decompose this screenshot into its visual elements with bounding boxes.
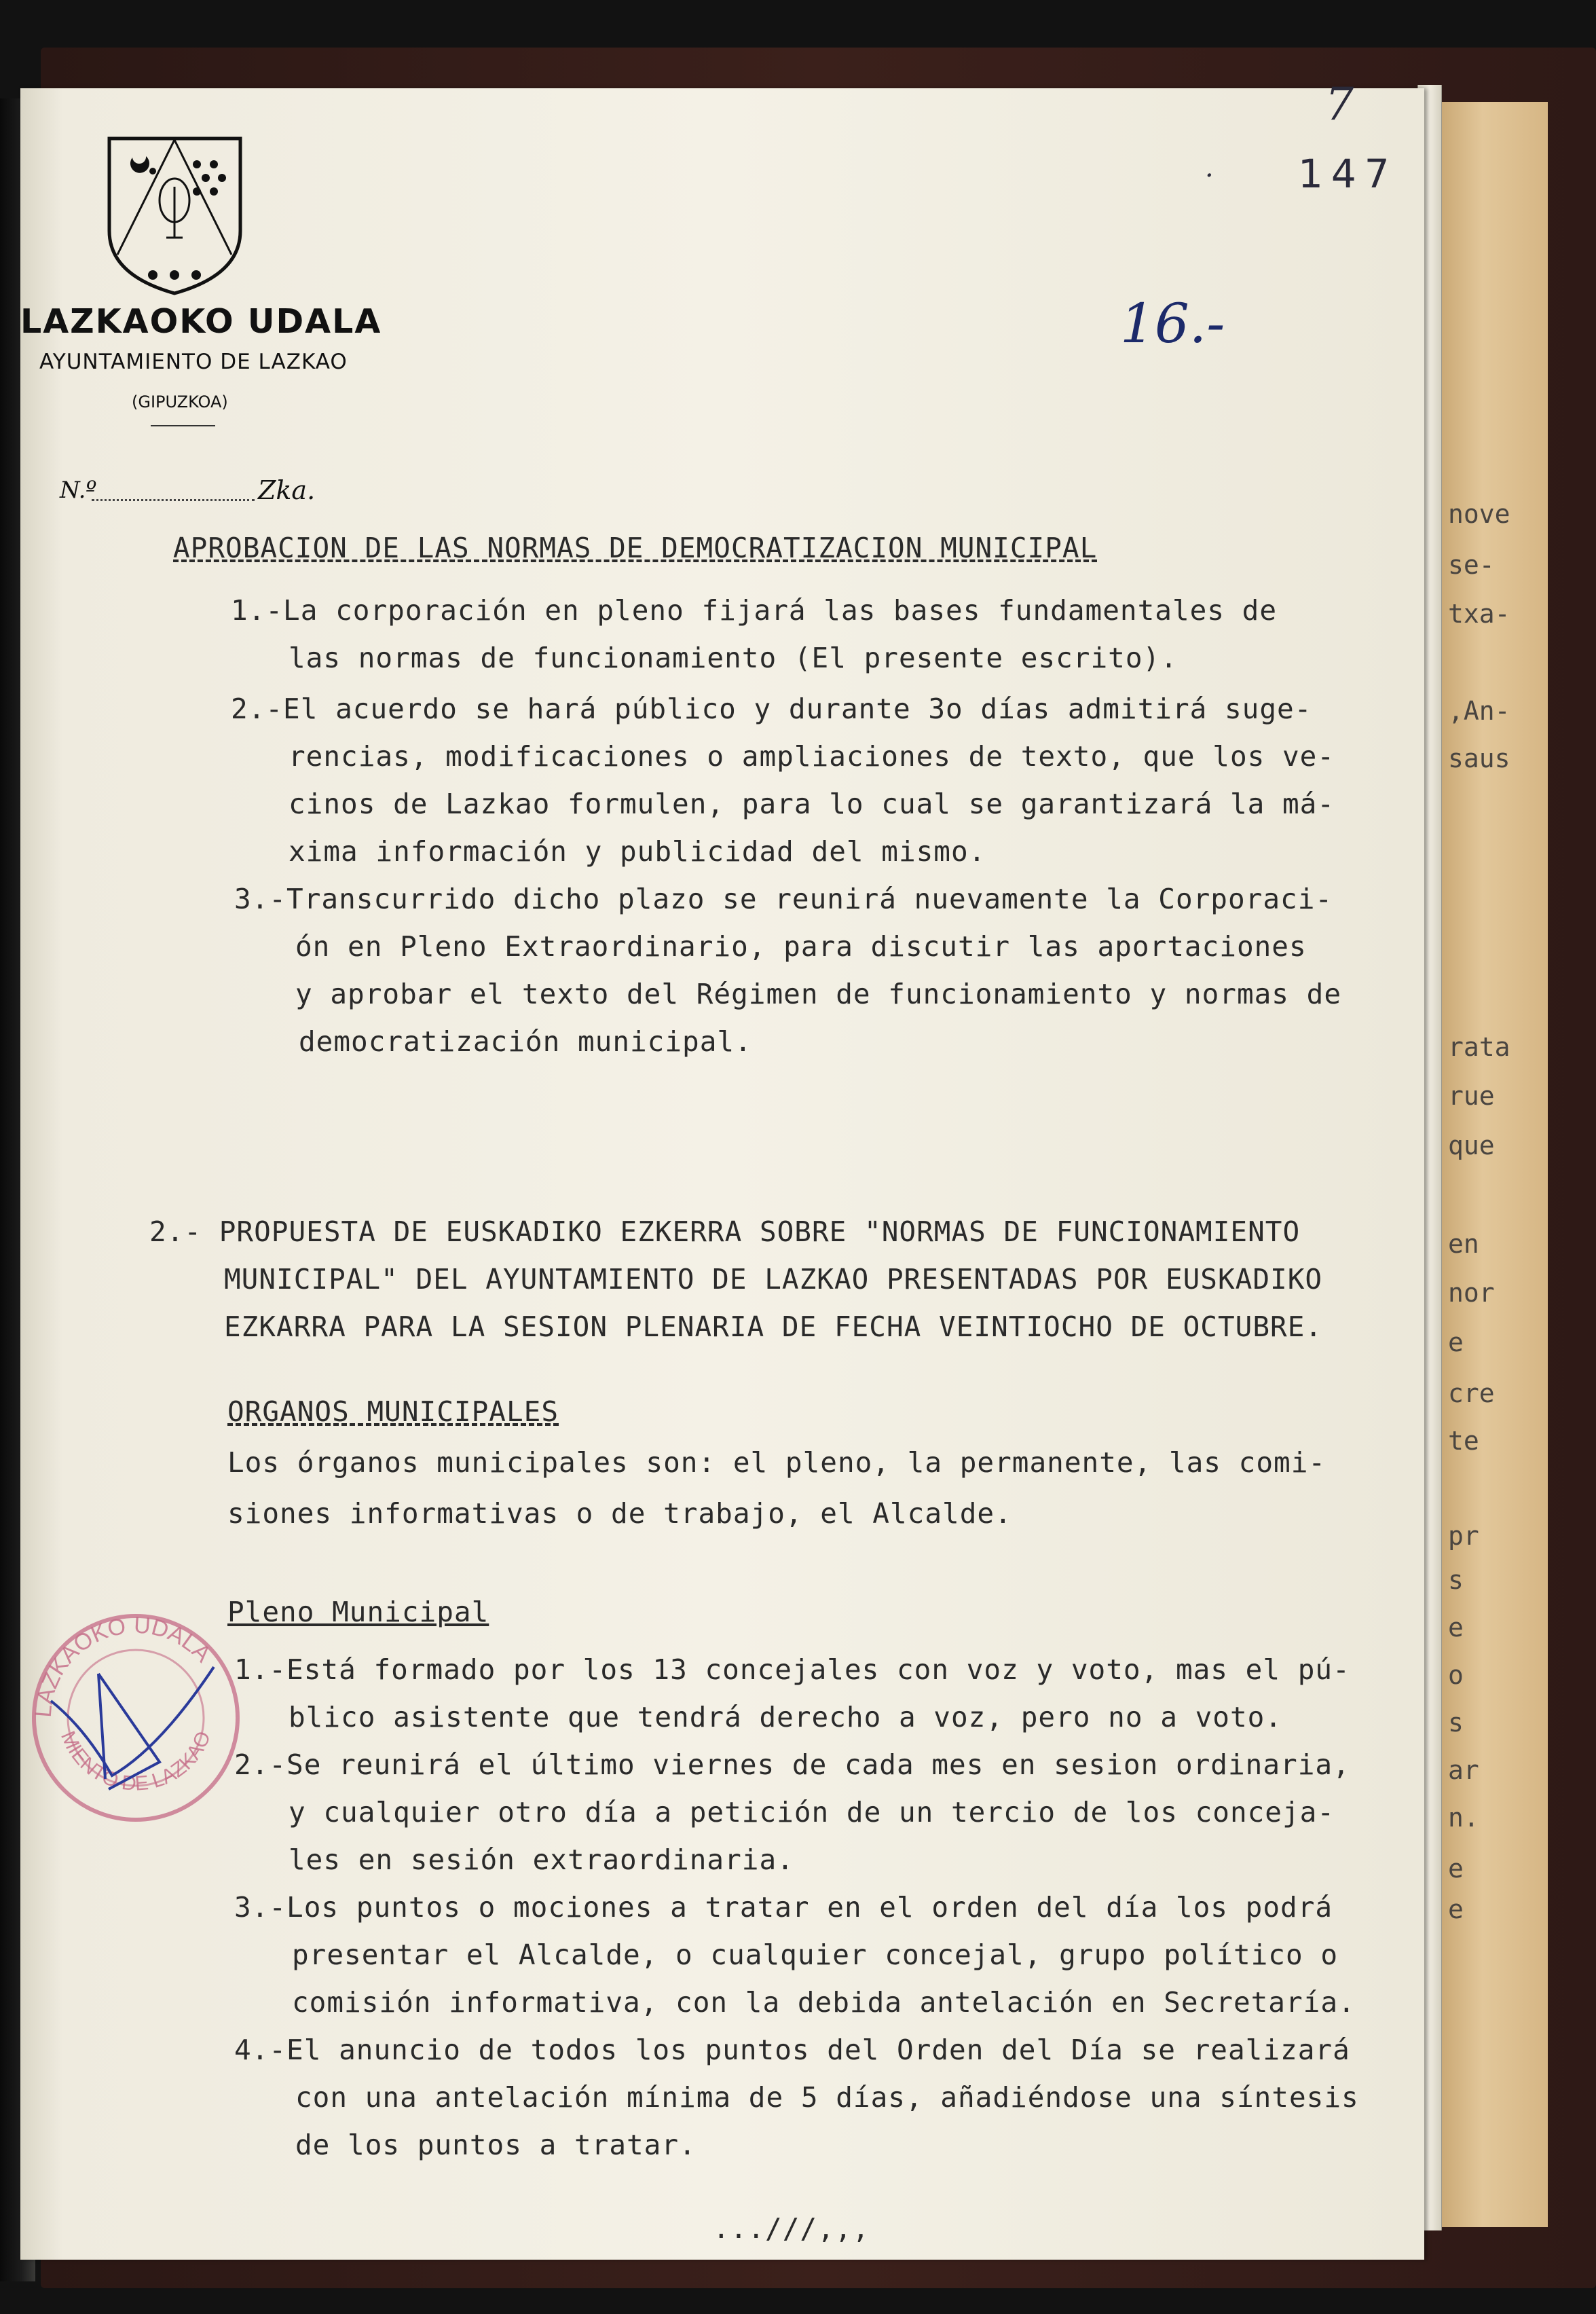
- bleed-fragment: rata: [1448, 1032, 1510, 1062]
- pleno-line: 1.-Está formado por los 13 concejales con voz y voto, mas el pú-: [234, 1653, 1350, 1686]
- bleed-fragment: n.: [1448, 1803, 1479, 1833]
- handwritten-item-number: 16.-: [1120, 292, 1225, 355]
- pleno-line: y cualquier otro día a petición de un tercio de los conceja-: [289, 1796, 1335, 1829]
- bleed-fragment: e: [1448, 1613, 1464, 1642]
- pleno-line: 2.-Se reunirá el último viernes de cada mes en sesion ordinaria,: [234, 1748, 1350, 1781]
- section1-line: 1.-La corporación en pleno fijará las bases fundamentales de: [231, 594, 1278, 627]
- organos-line: siones informativas o de trabajo, el Alcalde.: [227, 1497, 1012, 1530]
- pleno-line: 3.-Los puntos o mociones a tratar en el orden del día los podrá: [234, 1891, 1333, 1924]
- section1-line: democratización municipal.: [299, 1025, 752, 1058]
- document-page: [20, 88, 1424, 2260]
- bleed-fragment: e: [1448, 1894, 1464, 1924]
- bleed-fragment: se-: [1448, 550, 1495, 580]
- bleed-fragment: cre: [1448, 1378, 1495, 1408]
- bleed-fragment: ar: [1448, 1755, 1479, 1785]
- bleed-fragment: en: [1448, 1229, 1479, 1259]
- bleed-fragment: txa-: [1448, 599, 1510, 629]
- number-blank-line: [92, 499, 255, 501]
- section2-heading-line: EZKARRA PARA LA SESION PLENARIA DE FECHA VEINTIOCHO DE OCTUBRE.: [224, 1310, 1323, 1343]
- margin-mark: ·: [1205, 160, 1214, 191]
- pleno-line: con una antelación mínima de 5 días, añadiéndose una síntesis: [295, 2081, 1359, 2114]
- section1-line: y aprobar el texto del Régimen de funcionamiento y normas de: [295, 978, 1342, 1010]
- section2-heading-line: MUNICIPAL" DEL AYUNTAMIENTO DE LAZKAO PRESENTADAS POR EUSKADIKO: [224, 1263, 1323, 1296]
- bleed-fragment: pr: [1448, 1521, 1479, 1551]
- handwritten-folio-top: 7: [1325, 78, 1354, 130]
- pleno-line: les en sesión extraordinaria.: [289, 1843, 794, 1876]
- section1-line: ón en Pleno Extraordinario, para discutir las aportaciones: [295, 930, 1307, 963]
- section1-line: las normas de funcionamiento (El presente escrito).: [289, 642, 1178, 674]
- coat-of-arms-logo: [105, 136, 244, 295]
- bleed-fragment: ,An-: [1448, 696, 1510, 726]
- bleed-fragment: e: [1448, 1854, 1464, 1884]
- folio-number: 147: [1298, 151, 1398, 197]
- svg-text:MIENTO DE LAZKAO: MIENTO DE LAZKAO: [56, 1727, 216, 1795]
- section1-line: cinos de Lazkao formulen, para lo cual se garantizará la má-: [289, 788, 1335, 820]
- section1-line: 3.-Transcurrido dicho plazo se reunirá nuevamente la Corporaci-: [234, 883, 1333, 915]
- organization-name: LAZKAOKO UDALA: [20, 302, 382, 341]
- bleed-fragment: s: [1448, 1565, 1464, 1595]
- continuation-mark: ...///,,,: [713, 2212, 870, 2245]
- organos-line: Los órganos municipales son: el pleno, la permanente, las comi-: [227, 1446, 1326, 1479]
- bleed-fragment: saus: [1448, 743, 1510, 773]
- bleed-fragment: rue: [1448, 1081, 1495, 1111]
- zka-label: Zka.: [258, 475, 316, 505]
- pleno-line: comisión informativa, con la debida antelación en Secretaría.: [292, 1986, 1356, 2019]
- bleed-fragment: nor: [1448, 1278, 1495, 1308]
- pleno-line: de los puntos a tratar.: [295, 2129, 697, 2161]
- pleno-title: Pleno Municipal: [227, 1596, 489, 1628]
- pleno-line: 4.-El anuncio de todos los puntos del Orden del Día se realizará: [234, 2034, 1350, 2066]
- organization-subtitle: AYUNTAMIENTO DE LAZKAO: [39, 350, 348, 374]
- svg-text:LAZKAOKO UDALA: LAZKAOKO UDALA: [30, 1612, 217, 1719]
- number-label: N.º: [60, 477, 97, 504]
- section1-line: 2.-El acuerdo se hará público y durante 3o días admitirá suge-: [231, 693, 1312, 725]
- official-stamp: [24, 1606, 248, 1830]
- section1-title: APROBACION DE LAS NORMAS DE DEMOCRATIZACION MUNICIPAL: [173, 532, 1098, 564]
- section1-line: xima información y publicidad del mismo.: [289, 835, 986, 868]
- organos-title: ORGANOS MUNICIPALES: [227, 1395, 559, 1428]
- bleed-fragment: te: [1448, 1426, 1479, 1456]
- bleed-fragment: que: [1448, 1131, 1495, 1160]
- header-rule: [151, 425, 215, 426]
- pleno-line: presentar el Alcalde, o cualquier concejal, grupo político o: [292, 1939, 1339, 1971]
- bleed-fragment: e: [1448, 1327, 1464, 1357]
- bleed-fragment: s: [1448, 1708, 1464, 1738]
- pleno-line: blico asistente que tendrá derecho a voz, pero no a voto.: [289, 1701, 1282, 1733]
- bleed-fragment: o: [1448, 1660, 1464, 1690]
- organization-province: (GIPUZKOA): [132, 392, 228, 411]
- section2-heading-line: 2.- PROPUESTA DE EUSKADIKO EZKERRA SOBRE "NORMAS DE FUNCIONAMIENTO: [149, 1215, 1301, 1248]
- section1-line: rencias, modificaciones o ampliaciones de texto, que los ve-: [289, 740, 1335, 773]
- bleed-fragment: nove: [1448, 499, 1510, 529]
